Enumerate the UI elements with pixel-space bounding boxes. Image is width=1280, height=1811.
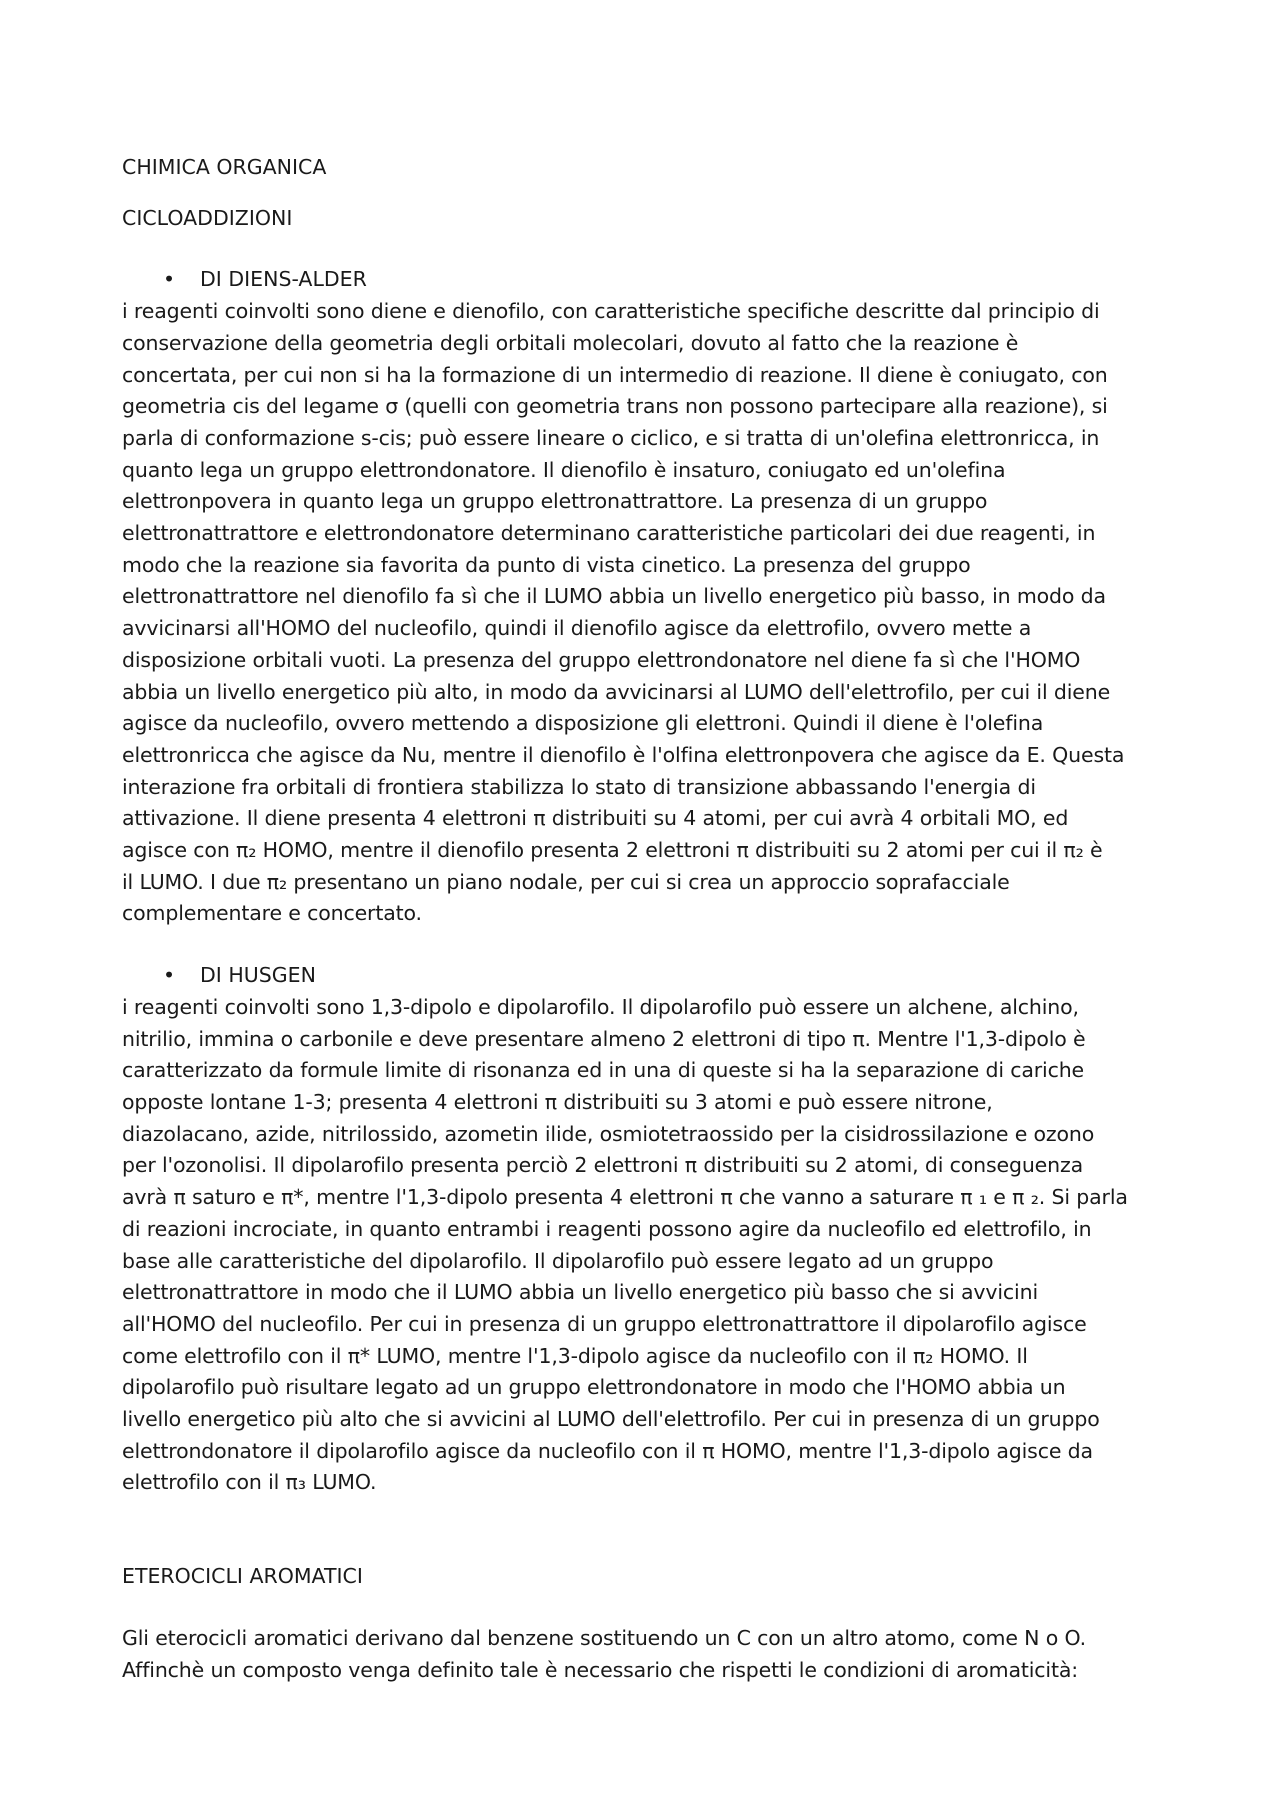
paragraph-line: Gli eterocicli aromatici derivano dal benzene sostituendo un C con un altro atomo, come N o O. — [122, 1625, 1087, 1650]
paragraph-husgen — [122, 992, 1164, 1499]
paragraph-line: agisce da nucleofilo, ovvero mettendo a disposizione gli elettroni. Quindi il diene è l'olefina — [122, 711, 1044, 736]
paragraph-line: abbia un livello energetico più alto, in modo da avvicinarsi al LUMO dell'elettrofilo, per cui il diene — [122, 679, 1111, 704]
paragraph-line: Affinchè un composto venga definito tale è necessario che rispetti le condizioni di aromaticità: — [122, 1657, 1079, 1682]
paragraph-line: conservazione della geometria degli orbitali molecolari, dovuto al fatto che la reazione è — [122, 330, 1019, 355]
paragraph-line: elettronpovera in quanto lega un gruppo elettronattrattore. La presenza di un gruppo — [122, 489, 988, 514]
paragraph-line: i reagenti coinvolti sono 1,3-dipolo e dipolarofilo. Il dipolarofilo può essere un alchene, alchino, — [122, 994, 1079, 1019]
paragraph-line: base alle caratteristiche del dipolarofilo. Il dipolarofilo può essere legato ad un gruppo — [122, 1248, 994, 1273]
paragraph-line: avrà π saturo e π*, mentre l'1,3-dipolo presenta 4 elettroni π che vanno a saturare π ₁ e π ₂. Si parla — [122, 1185, 1128, 1210]
paragraph-line: concertata, per cui non si ha la formazione di un intermedio di reazione. Il diene è coniugato, con — [122, 362, 1108, 387]
document-title: CHIMICA ORGANICA — [122, 155, 327, 179]
bullet-dot: • — [163, 963, 176, 988]
paragraph-line: elettrofilo con il π₃ LUMO. — [122, 1470, 377, 1495]
paragraph-line: per l'ozonolisi. Il dipolarofilo presenta perciò 2 elettroni π distribuiti su 2 atomi, di conseguenza — [122, 1153, 1084, 1178]
section-heading-eterocicli: ETEROCICLI AROMATICI — [122, 1564, 363, 1589]
paragraph-line: elettronattrattore in modo che il LUMO abbia un livello energetico più basso che si avvicini — [122, 1280, 1038, 1305]
bullet-dot: • — [163, 267, 176, 292]
paragraph-line: di reazioni incrociate, in quanto entrambi i reagenti possono agire da nucleofilo ed elettrofilo, in — [122, 1216, 1092, 1241]
subsection-heading-diels-alder: DI DIENS-ALDER — [200, 267, 367, 292]
paragraph-eterocicli — [122, 1623, 1164, 1686]
paragraph-line: il LUMO. I due π₂ presentano un piano nodale, per cui si crea un approccio soprafacciale — [122, 869, 1010, 894]
paragraph-line: all'HOMO del nucleofilo. Per cui in presenza di un gruppo elettronattrattore il dipolarofilo agisce — [122, 1311, 1087, 1336]
paragraph-line: i reagenti coinvolti sono diene e dienofilo, con caratteristiche specifiche descritte dal principio di — [122, 299, 1100, 324]
section-heading-cicloaddizioni: CICLOADDIZIONI — [122, 205, 293, 230]
paragraph-line: opposte lontane 1-3; presenta 4 elettroni π distribuiti su 3 atomi e può essere nitrone, — [122, 1089, 993, 1114]
paragraph-diels-alder — [122, 296, 1164, 930]
paragraph-line: elettrondonatore il dipolarofilo agisce da nucleofilo con il π HOMO, mentre l'1,3-dipolo agisce da — [122, 1438, 1093, 1463]
paragraph-line: complementare e concertato. — [122, 901, 422, 926]
paragraph-line: diazolacano, azide, nitrilossido, azometin ilide, osmiotetraossido per la cisidrossilazione e ozono — [122, 1121, 1095, 1146]
paragraph-line: elettronricca che agisce da Nu, mentre il dienofilo è l'olfina elettronpovera che agisce da E. Questa — [122, 742, 1125, 767]
paragraph-line: parla di conformazione s-cis; può essere lineare o ciclico, e si tratta di un'olefina elettronricca, in — [122, 425, 1100, 450]
paragraph-line: disposizione orbitali vuoti. La presenza del gruppo elettrondonatore nel diene fa sì che l'HOMO — [122, 647, 1081, 672]
paragraph-line: caratterizzato da formule limite di risonanza ed in una di queste si ha la separazione di cariche — [122, 1058, 1085, 1083]
paragraph-line: agisce con π₂ HOMO, mentre il dienofilo presenta 2 elettroni π distribuiti su 2 atomi per cui il π₂ è — [122, 838, 1103, 863]
document-page — [122, 152, 1164, 1686]
paragraph-line: geometria cis del legame σ (quelli con geometria trans non possono partecipare alla reazione), si — [122, 394, 1108, 419]
paragraph-line: dipolarofilo può risultare legato ad un gruppo elettrondonatore in modo che l'HOMO abbia un — [122, 1375, 1066, 1400]
paragraph-line: come elettrofilo con il π* LUMO, mentre l'1,3-dipolo agisce da nucleofilo con il π₂ HOMO. Il — [122, 1343, 1028, 1368]
paragraph-line: interazione fra orbitali di frontiera stabilizza lo stato di transizione abbassando l'energia di — [122, 774, 1036, 799]
paragraph-line: quanto lega un gruppo elettrondonatore. Il dienofilo è insaturo, coniugato ed un'olefina — [122, 457, 1006, 482]
paragraph-line: modo che la reazione sia favorita da punto di vista cinetico. La presenza del gruppo — [122, 552, 971, 577]
paragraph-line: elettronattrattore nel dienofilo fa sì che il LUMO abbia un livello energetico più basso, in modo da — [122, 584, 1106, 609]
paragraph-line: attivazione. Il diene presenta 4 elettroni π distribuiti su 4 atomi, per cui avrà 4 orbitali MO, ed — [122, 806, 1069, 831]
subsection-heading-husgen: DI HUSGEN — [200, 963, 316, 988]
paragraph-line: livello energetico più alto che si avvicini al LUMO dell'elettrofilo. Per cui in presenza di un gruppo — [122, 1407, 1100, 1432]
bullet-husgen — [122, 960, 1164, 992]
bullet-diels-alder — [122, 264, 1164, 296]
paragraph-line: avvicinarsi all'HOMO del nucleofilo, quindi il dienofilo agisce da elettrofilo, ovvero mette a — [122, 616, 1032, 641]
paragraph-line: nitrilio, immina o carbonile e deve presentare almeno 2 elettroni di tipo π. Mentre l'1,3-dipolo è — [122, 1026, 1086, 1051]
paragraph-line: elettronattrattore e elettrondonatore determinano caratteristiche particolari dei due reagenti, in — [122, 521, 1096, 546]
